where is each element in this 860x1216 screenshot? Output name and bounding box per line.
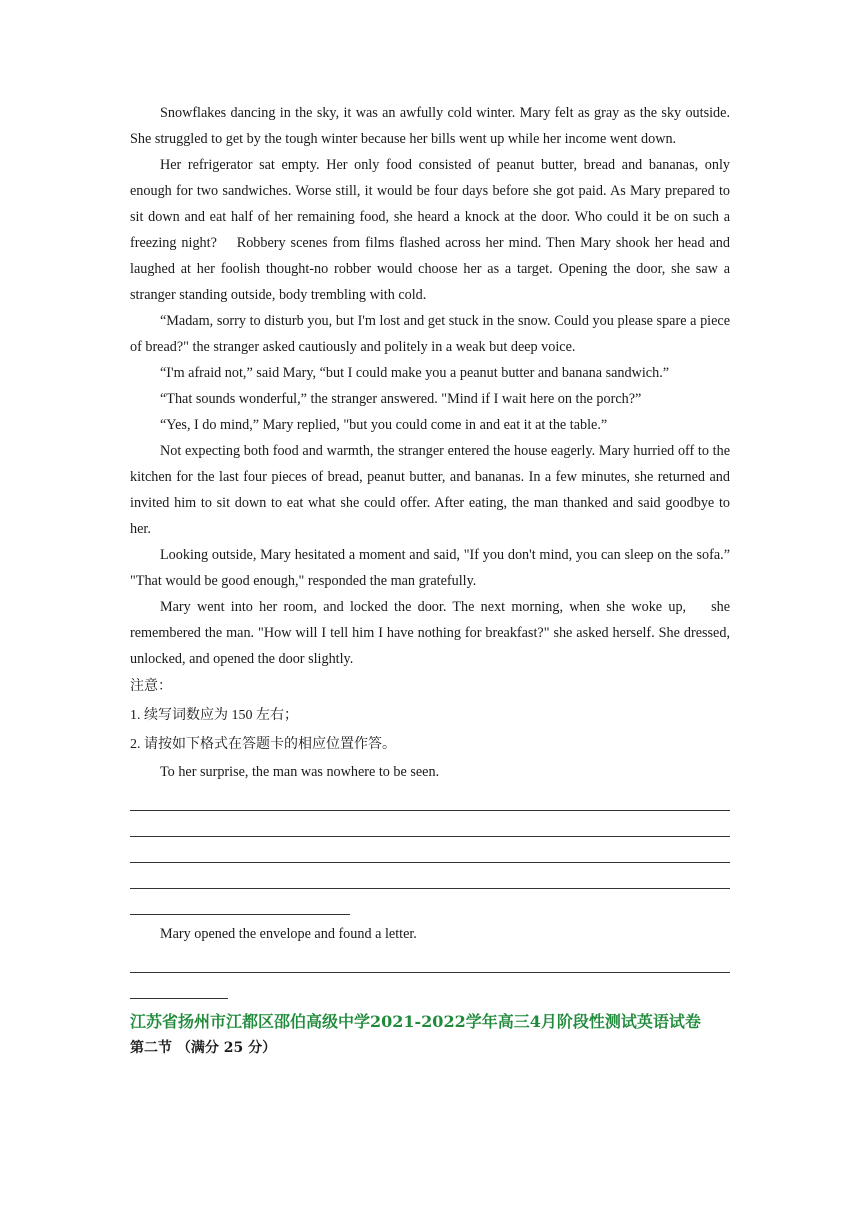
section-heading: 第二节 （满分 25 分） <box>130 1040 277 1056</box>
answer-lines-1 <box>130 785 730 915</box>
exam-title: 江苏省扬州市江都区邵伯高级中学2021-2022学年高三4月阶段性测试英语试卷 <box>130 1012 701 1031</box>
answer-line[interactable] <box>130 811 730 837</box>
story-paragraph-7: Not expecting both food and warmth, the stranger entered the house eagerly. Mary hurried off to the kitchen for the last four pieces of bread, peanut butter, and bananas. In a few minutes, she returned and invited him to sit down to eat what she could offer. After eating, the man thanked and said goodbye to her. <box>130 443 730 537</box>
document-page <box>130 100 730 1061</box>
answer-lines-2 <box>130 947 730 999</box>
answer-line[interactable] <box>130 837 730 863</box>
continuation-prompt-1: To her surprise, the man was nowhere to be seen. <box>160 764 440 780</box>
answer-line[interactable] <box>130 889 350 915</box>
answer-line[interactable] <box>130 863 730 889</box>
story-paragraph-9: Mary went into her room, and locked the door. The next morning, when she woke up, she remembered the man. "How will I tell him I have nothing for breakfast?" she asked herself. She dressed, unlocked, and opened the door slightly. <box>130 599 730 667</box>
answer-line[interactable] <box>130 973 228 999</box>
answer-line[interactable] <box>130 785 730 811</box>
continuation-prompt-2: Mary opened the envelope and found a letter. <box>160 926 417 942</box>
story-paragraph-4: “I'm afraid not,” said Mary, “but I could make you a peanut butter and banana sandwich.” <box>160 365 670 381</box>
story-paragraph-3: “Madam, sorry to disturb you, but I'm lost and get stuck in the snow. Could you please spare a piece of bread?" the stranger asked cautiously and politely in a weak but deep voice. <box>130 313 730 355</box>
story-paragraph-5: “That sounds wonderful,” the stranger answered. "Mind if I wait here on the porch?” <box>160 391 642 407</box>
notes-section <box>130 672 730 759</box>
notes-item-1: 1. 续写词数应为 150 左右； <box>130 708 298 723</box>
notes-item-2: 2. 请按如下格式在答题卡的相应位置作答。 <box>130 737 396 752</box>
answer-line[interactable] <box>130 947 730 973</box>
story-paragraph-8: Looking outside, Mary hesitated a moment and said, "If you don't mind, you can sleep on the sofa.” "That would be good enough," responded the man gratefully. <box>130 547 730 589</box>
story-paragraph-6: “Yes, I do mind,” Mary replied, "but you could come in and eat it at the table.” <box>160 417 608 433</box>
story-paragraph-2: Her refrigerator sat empty. Her only food consisted of peanut butter, bread and bananas, only enough for two sandwiches. Worse still, it would be four days before she got paid. As Mary prepared to sit down and eat half of her remaining food, she heard a knock at the door. Who could it be on such a freezing night? Robbery scenes from films flashed across her mind. Then Mary shook her head and laughed at her foolish thought-no robber would choose her as a target. Opening the door, she saw a stranger standing outside, body trembling with cold. <box>130 157 730 303</box>
story-paragraph-1: Snowflakes dancing in the sky, it was an awfully cold winter. Mary felt as gray as the sky outside. She struggled to get by the tough winter because her bills went up while her income went down. <box>130 105 730 147</box>
notes-heading: 注意： <box>130 679 172 694</box>
